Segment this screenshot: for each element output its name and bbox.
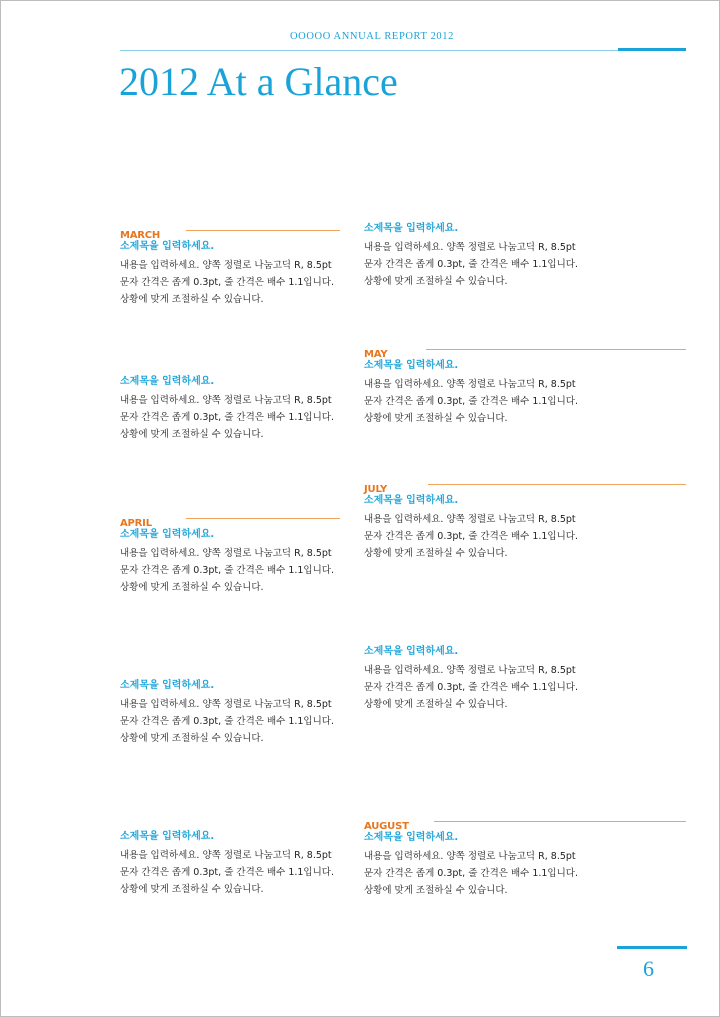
timeline-entry [364,222,589,290]
entry-body: 내용을 입력하세요. 양쪽 정렬로 나눔고딕 R, 8.5pt 문자 간격은 좁게 0.3pt, 줄 간격은 배수 1.1입니다. 상황에 맞게 조절하실 수 있습니다. [120,395,334,440]
month-heading-row [364,814,589,832]
entry-subtitle: 소제목을 입력하세요. [364,360,459,371]
header-accent-bar [618,48,686,51]
entry-subtitle: 소제목을 입력하세요. [364,832,459,843]
timeline-entry-july [364,477,589,562]
entry-subtitle: 소제목을 입력하세요. [120,376,215,387]
month-heading-row [120,223,345,241]
timeline-entry-august [364,814,589,899]
running-header: OOOOO ANNUAL REPORT 2012 [290,31,454,42]
timeline-entry-may [364,342,589,427]
month-heading-row [120,511,345,529]
entry-body: 내용을 입력하세요. 양쪽 정렬로 나눔고딕 R, 8.5pt 문자 간격은 좁게 0.3pt, 줄 간격은 배수 1.1입니다. 상황에 맞게 조절하실 수 있습니다. [364,514,578,559]
entry-subtitle: 소제목을 입력하세요. [120,529,215,540]
timeline-entry [120,679,345,747]
month-label: APRIL [120,518,152,529]
entry-body: 내용을 입력하세요. 양쪽 정렬로 나눔고딕 R, 8.5pt 문자 간격은 좁게 0.3pt, 줄 간격은 배수 1.1입니다. 상황에 맞게 조절하실 수 있습니다. [364,851,578,896]
timeline-entry [120,375,345,443]
month-rule [434,821,686,822]
month-label: JULY [364,484,388,495]
month-label: MAY [364,349,388,360]
entry-subtitle: 소제목을 입력하세요. [364,223,459,234]
entry-body: 내용을 입력하세요. 양쪽 정렬로 나눔고딕 R, 8.5pt 문자 간격은 좁게 0.3pt, 줄 간격은 배수 1.1입니다. 상황에 맞게 조절하실 수 있습니다. [120,260,334,305]
month-rule [428,484,686,485]
timeline-entry-april [120,511,345,596]
month-rule [186,230,340,231]
entry-subtitle: 소제목을 입력하세요. [120,680,215,691]
page-number: 6 [643,956,654,981]
entry-body: 내용을 입력하세요. 양쪽 정렬로 나눔고딕 R, 8.5pt 문자 간격은 좁게 0.3pt, 줄 간격은 배수 1.1입니다. 상황에 맞게 조절하실 수 있습니다. [364,242,578,287]
month-heading-row [364,477,589,495]
month-rule [186,518,340,519]
month-label: AUGUST [364,821,409,832]
entry-body: 내용을 입력하세요. 양쪽 정렬로 나눔고딕 R, 8.5pt 문자 간격은 좁게 0.3pt, 줄 간격은 배수 1.1입니다. 상황에 맞게 조절하실 수 있습니다. [364,665,578,710]
entry-body: 내용을 입력하세요. 양쪽 정렬로 나눔고딕 R, 8.5pt 문자 간격은 좁게 0.3pt, 줄 간격은 배수 1.1입니다. 상황에 맞게 조절하실 수 있습니다. [364,379,578,424]
header-rule [120,50,618,51]
entry-subtitle: 소제목을 입력하세요. [364,495,459,506]
page-title: 2012 At a Glance [119,59,398,104]
month-rule [426,349,686,350]
timeline-entry [364,645,589,713]
entry-body: 내용을 입력하세요. 양쪽 정렬로 나눔고딕 R, 8.5pt 문자 간격은 좁게 0.3pt, 줄 간격은 배수 1.1입니다. 상황에 맞게 조절하실 수 있습니다. [120,548,334,593]
month-heading-row [364,342,589,360]
timeline-entry-march [120,223,345,308]
entry-subtitle: 소제목을 입력하세요. [364,646,459,657]
footer-accent-bar [617,946,687,949]
entry-body: 내용을 입력하세요. 양쪽 정렬로 나눔고딕 R, 8.5pt 문자 간격은 좁게 0.3pt, 줄 간격은 배수 1.1입니다. 상황에 맞게 조절하실 수 있습니다. [120,850,334,895]
timeline-entry [120,830,345,898]
entry-subtitle: 소제목을 입력하세요. [120,831,215,842]
entry-subtitle: 소제목을 입력하세요. [120,241,215,252]
month-label: MARCH [120,230,161,241]
entry-body: 내용을 입력하세요. 양쪽 정렬로 나눔고딕 R, 8.5pt 문자 간격은 좁게 0.3pt, 줄 간격은 배수 1.1입니다. 상황에 맞게 조절하실 수 있습니다. [120,699,334,744]
